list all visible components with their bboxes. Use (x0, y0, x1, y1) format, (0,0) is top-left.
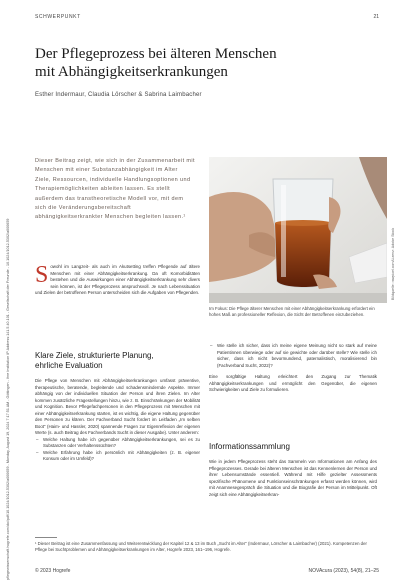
whisky-glass-photo (209, 157, 387, 303)
attitude-paragraph: Eine sorgfältige Haltung erleichtert den Zugang zur Thematik Abhängigkeitserkrankungen und ermöglicht den Gegenüber, die eigenen Schwierigkeiten und Ziele zu formulieren. (209, 374, 377, 392)
reflection-question: – Welche Haltung habe ich gegenüber Abhängigkeitserkrankungen, sei es zu Substanzen oder Verhaltenssüchten? (43, 437, 200, 450)
article-title (35, 45, 375, 81)
information-text: Wie in jedem Pflegeprozess steht das Sammeln von Informationen am Anfang des Pflegeprozesses. Gerade bei älteren Menschen ist das Kennenlernen der Person und ihrer Lebensumstände essentiell. Während mit Hilfe gezielter Assessments spezifische Phänomene und Funktionseinschränkungen erfasst werden können, wird mit Anamnesegespräch die Situation und die Biografie der Person im Mittelpunkt. Oft zeigt sich eine Abhängigkeitserkran- (209, 459, 377, 497)
article-photo (209, 157, 387, 303)
download-stamp-text: pflegewissenschaft.hogrefe.com/doi/pdf/10.1024/1012-5302/a000659 - Monday, August 19, 2024 7:17:51 AM - Göttingen - Ihre Institution IP Address:141.5.40.101 - Gesellschaft der Freunde - 10.1024/1012-5302/a000659 (6, 218, 10, 580)
reflection-question: – Welche Erfahrung habe ich persönlich mit Abhängigkeiten (z. B. eigener Konsum oder im Umfeld)? (43, 450, 200, 463)
lead-text: Dieser Beitrag zeigt, wie sich in der Zusammenarbeit mit Menschen mit einer Substanzabhängigkeit im Alter Ziele, Ressourcen, individuelle Handlungsoptionen und Therapiemöglichkeiten ableiten lassen. Es stellt außerdem das transtheoretische Modell vor, mit dem sich die Veränderungsbereitschaft abhängigkeitserkrankter Menschen begleiten lassen.¹ (35, 158, 195, 221)
footer-copyright: © 2023 Hogrefe (35, 568, 71, 574)
body-column-1-text: Die Pflege von Menschen mit Abhängigkeitserkrankungen umfasst präventive, therapeutische, beratende, begleitende und schadensmindernde Aspekte. Immer abhängig von der individuellen Situation der Person und ihren Zielen. Im Alter kommen zusätzliche Fragestellungen hinzu, wie z. B. Einschränkungen der Mobilität und Kognition. Bevor Pflegefachpersonen in den Pflegeprozess mit Menschen mit einer Abhängigkeitserkrankung starten, ist es wichtig, die eigene Haltung gegenüber den Personen zu klären. Der Fachverband Sucht fordert im Leitfaden „Im selben Boot“ (Haim- und Hassler, 2020) spannende Fragen zur Eigenreflexion der eigenen Werte (s. auch Beitrag des Fachverbands Sucht in dieser Ausgabe). Unter anderem: (35, 378, 200, 435)
authors: Esther Indermaur, Claudia Lörscher & Sabrina Laimbacher (35, 92, 202, 98)
intro-paragraph (35, 264, 200, 297)
photo-caption: Im Fokus: Die Pflege älterer Menschen mit einer Abhängigkeitserkrankung erfordert ein hohes Maß an professioneller Reflexion, die Sicht der Betroffenen einzubeziehen. (209, 306, 375, 318)
subheading-goals (35, 351, 200, 371)
intro-text: owohl im Langzeit- als auch im Akutsetting treffen Pflegende auf ältere Menschen mit einer Abhängigkeitserkrankung. Da oft Komorbiditäten bestehen und die Auswirkungen einer Abhängigkeitserkrankung sehr divers sein können, ist der Pflegeprozess anspruchsvoll. Je nach Lebenssituation und Zielen der betroffenen Person unterscheiden sich die Aufgaben von Pflegenden. (35, 264, 200, 295)
body-column-2 (209, 343, 377, 394)
page-number: 21 (373, 14, 379, 20)
footer-citation: NOVAcura (2023), 54(8), 21–25 (308, 568, 379, 574)
running-header (35, 14, 379, 24)
subheading-goals-line1: Klare Ziele, strukturierte Planung, (35, 351, 154, 360)
subheading-goals-line2: ehrliche Evaluation (35, 361, 103, 370)
photo-credit: Bildquelle: rawpixel.com/Lizenz: Adobe Stock (391, 227, 395, 300)
information-paragraph (209, 459, 377, 498)
download-stamp-sidebar (0, 0, 12, 585)
article-title-line2: mit Abhängigkeitserkrankungen (35, 64, 228, 80)
reflection-question-list-continued (209, 343, 377, 369)
footnote-divider (35, 537, 57, 538)
reflection-question: – Wie stelle ich sicher, dass ich meine eigene Meinung nicht so stark auf meine Patientinnen überwiege oder auf sie gewichte oder darüber stelle? Wie stelle ich sicher, dass ich nicht bevormundend, paternalistisch, moralisierend bin (Fachverband Sucht, 2022)? (217, 343, 377, 369)
section-label: SCHWERPUNKT (35, 14, 81, 20)
reflection-question-list (35, 437, 200, 463)
lead-paragraph (35, 157, 195, 223)
footnote: ¹ Dieser Beitrag ist eine Zusammenfassung und Weiterentwicklung der Kapitel 12 & 13 im Buch „Sucht im Alter“ (Indermaur, Lörscher & Laimbacher) (2021). Kompetenzen der Pflege bei Suchtproblemen und Abhängigkeitserkrankungen im Alter, Hogrefe 2023, 161–196, Hogrefe. (35, 541, 367, 552)
drop-cap: S (35, 262, 49, 288)
subheading-information: Informationssammlung (209, 442, 290, 451)
body-column-1 (35, 378, 200, 463)
article-title-line1: Der Pflegeprozess bei älteren Menschen (35, 46, 277, 62)
